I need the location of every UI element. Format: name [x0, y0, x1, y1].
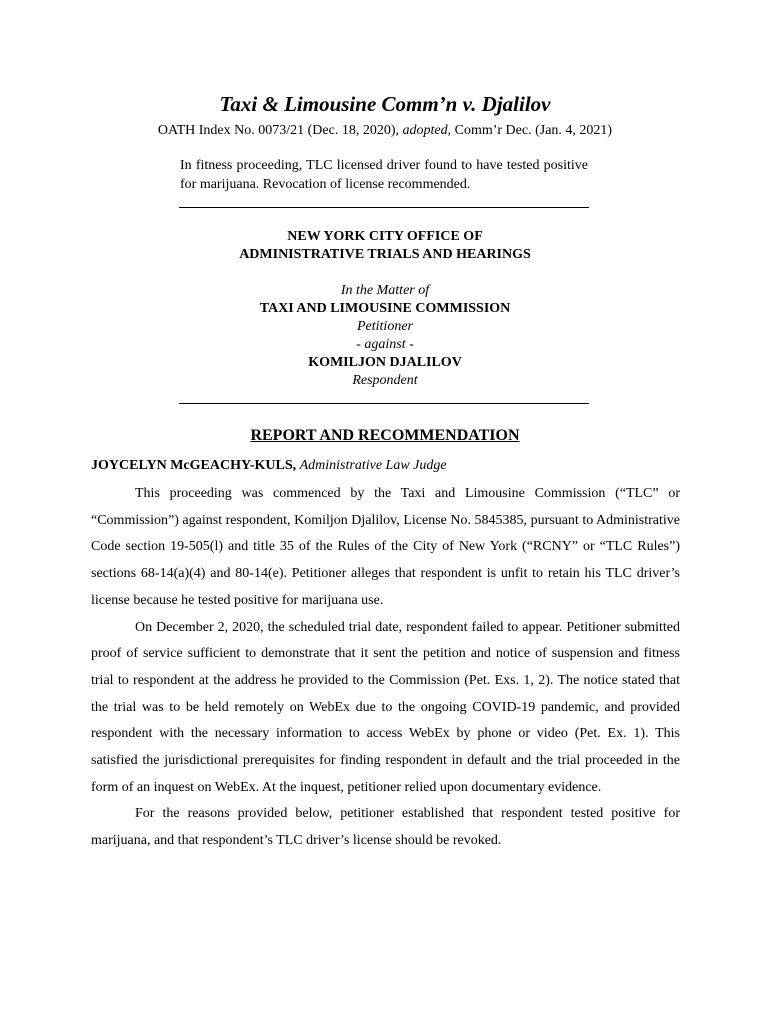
office-line-1: NEW YORK CITY OFFICE OF — [287, 229, 483, 244]
body-paragraph: On December 2, 2020, the scheduled trial date, respondent failed to appear. Petitioner submitted proof of service sufficient to demonstrate that it sent the petition and notice of suspension and fitness trial to respondent at the address he provided to the Commission (Pet. Exs. 1, 2). The notice stated that the trial was to be held remotely on WebEx due to the ongoing COVID-19 pandemic, and provided respondent with the necessary information to access WebEx by phone or video (Pet. Ex. 1). This satisfied the jurisdictional prerequisites for finding respondent in default and the trial proceeded in the form of an inquest on WebEx. At the inquest, petitioner relied upon documentary evidence. — [91, 619, 680, 795]
against-label: - against - — [356, 337, 414, 352]
divider-top — [179, 207, 589, 208]
judge-title: Administrative Law Judge — [299, 458, 447, 473]
case-summary: In fitness proceeding, TLC licensed driver found to have tested positive for marijuana. Revocation of license recommended. — [180, 158, 588, 192]
in-the-matter-of: In the Matter of — [340, 283, 430, 298]
body-paragraph: This proceeding was commenced by the Taxi and Limousine Commission (“TLC” or “Commission”) against respondent, Komiljon Djalilov, License No. 5845385, pursuant to Administrative Code section 19-505(l) and title 35 of the Rules of the City of New York (“RCNY” or “TLC Rules”) sections 68-14(a)(4) and 80-14(e). Petitioner alleges that respondent is unfit to retain his TLC driver’s license because he tested positive for marijuana use. — [91, 486, 680, 608]
report-heading: REPORT AND RECOMMENDATION — [250, 427, 520, 444]
office-line-2: ADMINISTRATIVE TRIALS AND HEARINGS — [239, 247, 531, 262]
case-title: Taxi & Limousine Comm’n v. Djalilov — [219, 92, 551, 116]
case-caption — [0, 282, 770, 390]
citation-prefix: OATH Index No. 0073/21 (Dec. 18, 2020), — [157, 123, 403, 138]
citation-suffix: , Comm’r Dec. (Jan. 4, 2021) — [447, 123, 613, 138]
case-citation — [0, 123, 770, 139]
report-body — [91, 481, 680, 855]
citation-adopted: adopted — [402, 123, 448, 138]
divider-bottom — [179, 403, 589, 404]
body-paragraph: For the reasons provided below, petitioner established that respondent tested positive for marijuana, and that respondent’s TLC driver’s license should be revoked. — [91, 806, 680, 849]
petitioner-label: Petitioner — [357, 319, 413, 334]
office-name — [0, 228, 770, 264]
respondent-label: Respondent — [352, 373, 418, 388]
judge-line — [91, 458, 447, 474]
judge-name: JOYCELYN McGEACHY-KULS, — [91, 458, 297, 473]
respondent-name: KOMILJON DJALILOV — [308, 355, 462, 370]
petitioner-name: TAXI AND LIMOUSINE COMMISSION — [259, 301, 511, 316]
